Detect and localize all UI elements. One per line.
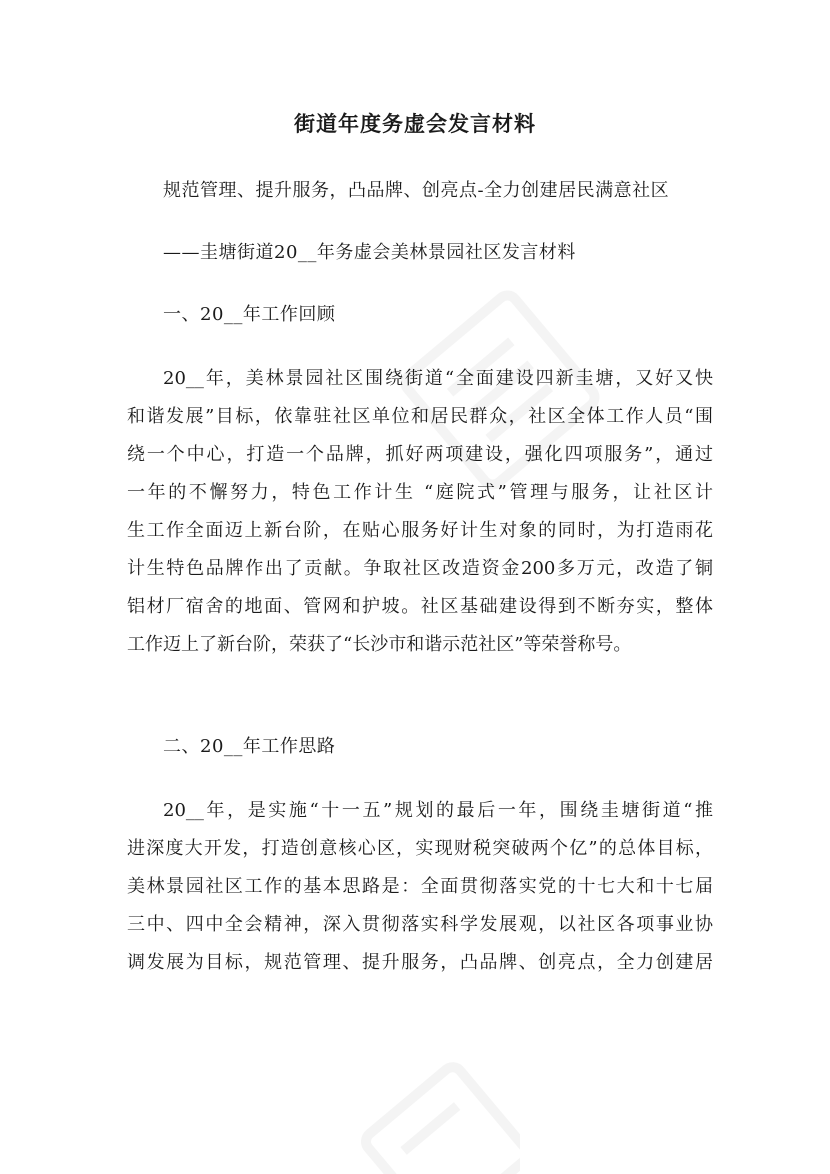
document-subtitle: 规范管理、提升服务，凸品牌、创亮点-全力创建居民满意社区	[163, 180, 670, 201]
section1-heading: 一、20__年工作回顾	[163, 304, 336, 325]
document-title: 街道年度务虚会发言材料	[294, 111, 536, 136]
watermark-icon	[400, 280, 600, 500]
paragraph-line: 工作迈上了新台阶，荣获了“长沙市和谐示范社区”等荣誉称号。	[127, 634, 632, 655]
paragraph-line: 美林景园社区工作的基本思路是：全面贯彻落实党的十七大和十七届	[127, 876, 713, 897]
paragraph-line: 20__年，美林景园社区围绕街道“全面建设四新圭塘，又好又快	[163, 368, 713, 389]
paragraph-line: 绕一个中心，打造一个品牌，抓好两项建设，强化四项服务”，通过	[127, 444, 713, 465]
paragraph-line: 20__年，是实施“十一五”规划的最后一年，围绕圭塘街道“推	[163, 800, 713, 821]
paragraph-line: 一年的不懈努力，特色工作计生 “庭院式”管理与服务，让社区计	[127, 482, 713, 503]
watermark-icon	[360, 1060, 520, 1174]
paragraph-line: 调发展为目标，规范管理、提升服务，凸品牌、创亮点，全力创建居	[127, 952, 713, 973]
paragraph-line: 生工作全面迈上新台阶，在贴心服务好计生对象的同时，为打造雨花	[127, 520, 713, 541]
paragraph-line: 铝材厂宿舍的地面、管网和护坡。社区基础建设得到不断夯实，整体	[127, 596, 713, 617]
paragraph-line: 计生特色品牌作出了贡献。争取社区改造资金200多万元，改造了铜	[127, 558, 713, 579]
section2-heading: 二、20__年工作思路	[163, 736, 336, 757]
document-byline: ——圭塘街道20__年务虚会美林景园社区发言材料	[163, 242, 576, 263]
paragraph-line: 进深度大开发，打造创意核心区，实现财税突破两个亿”的总体目标，	[127, 838, 713, 859]
paragraph-line: 三中、四中全会精神，深入贯彻落实科学发展观，以社区各项事业协	[127, 914, 713, 935]
paragraph-line: 和谐发展”目标，依靠驻社区单位和居民群众，社区全体工作人员“围	[127, 406, 713, 427]
